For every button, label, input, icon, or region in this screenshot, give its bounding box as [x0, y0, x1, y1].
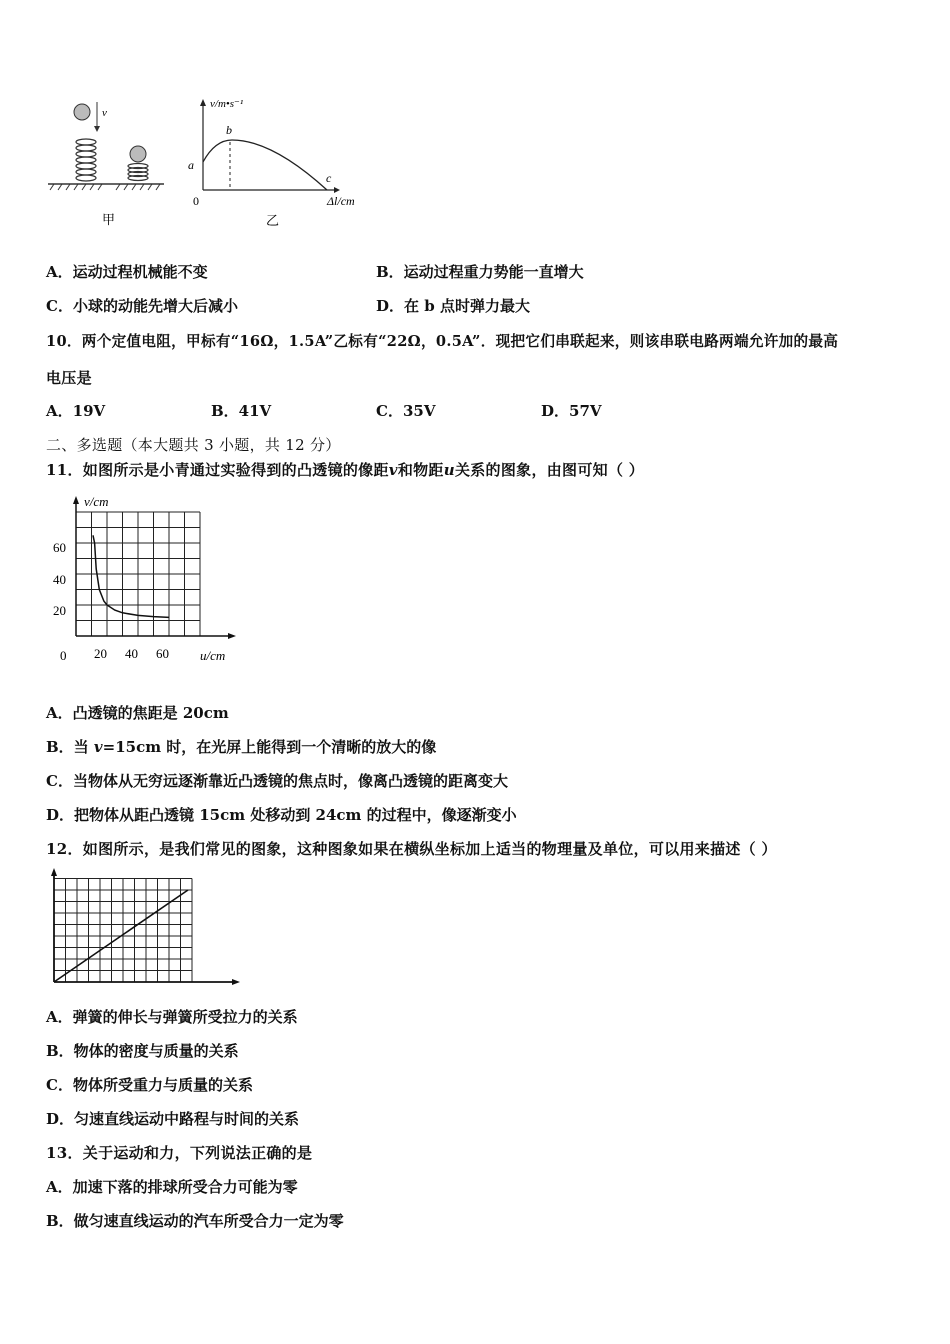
velocity-graph [188, 98, 355, 228]
q9-option-b: B．运动过程重力势能一直增大 [376, 263, 584, 281]
q11-option-b-var: v [93, 738, 103, 756]
graph-grid [54, 879, 192, 983]
chart-y-label: v/cm [84, 494, 109, 509]
q12-option-b: B．物体的密度与质量的关系 [46, 1042, 239, 1060]
q12-option-c: C．物体所受重力与质量的关系 [46, 1076, 253, 1094]
q11-option-c: C．当物体从无穷远逐渐靠近凸透镜的焦点时，像离凸透镜的距离变大 [46, 772, 508, 790]
q10-stem-line1: 10．两个定值电阻，甲标有“16Ω，1.5A”乙标有“22Ω，0.5A”．现把它们串联起来，则该串联电路两端允许加的最高 [46, 333, 839, 350]
point-a-label: a [188, 158, 194, 172]
caption-yi: 乙 [266, 213, 280, 228]
q11-option-a: A．凸透镜的焦距是 20cm [46, 704, 229, 722]
origin-label: 0 [193, 194, 199, 208]
q12-option-d: D．匀速直线运动中路程与时间的关系 [46, 1110, 300, 1128]
q9-option-a: A．运动过程机械能不变 [46, 263, 208, 281]
x-axis-label: Δl/cm [327, 194, 355, 208]
y-tick-40: 40 [53, 572, 66, 587]
chart-x-label: u/cm [200, 648, 226, 663]
q10-option-b: B．41V [211, 402, 272, 420]
q11-option-b-post: =15cm 时，在光屏上能得到一个清晰的放大的像 [102, 738, 437, 756]
lens-chart [44, 488, 244, 670]
q10-option-a: A．19V [46, 402, 106, 420]
linear-graph [44, 866, 244, 990]
q13-option-b: B．做匀速直线运动的汽车所受合力一定为零 [46, 1212, 344, 1230]
x-tick-20: 20 [94, 646, 107, 661]
y-axis-arrow [73, 496, 79, 504]
q13-option-a: A．加速下落的排球所受合力可能为零 [46, 1178, 298, 1196]
q11-option-b-pre: B．当 [46, 738, 94, 756]
q10-stem-line2: 电压是 [46, 369, 92, 387]
q9-option-c: C．小球的动能先增大后减小 [46, 297, 238, 315]
q13-stem: 13．关于运动和力，下列说法正确的是 [46, 1144, 313, 1162]
y-tick-20: 20 [53, 603, 66, 618]
velocity-label: v [102, 107, 107, 119]
chart-grid [76, 512, 200, 636]
y-tick-60: 60 [53, 540, 66, 555]
q11-stem-var-u: u [443, 461, 455, 479]
q11-stem-part1: 11．如图所示是小青通过实验得到的凸透镜的像距 [46, 461, 389, 479]
figure-spring-ball [40, 92, 380, 232]
chart-origin: 0 [60, 648, 67, 663]
graph-x-arrow [232, 979, 240, 985]
x-tick-60: 60 [156, 646, 169, 661]
section-title: 二、多选题（本大题共 3 小题，共 12 分） [46, 436, 341, 454]
q11-stem [46, 459, 644, 480]
x-tick-40: 40 [125, 646, 138, 661]
point-c-label: c [326, 171, 332, 185]
y-axis-label: v/m•s⁻¹ [210, 98, 244, 110]
q11-stem-var-v: v [388, 461, 398, 479]
q12-option-a: A．弹簧的伸长与弹簧所受拉力的关系 [46, 1008, 298, 1026]
x-axis-arrow [228, 633, 236, 639]
falling-ball-diagram [48, 102, 164, 227]
q11-option-b [46, 736, 436, 757]
caption-jia: 甲 [102, 212, 116, 227]
q12-stem: 12．如图所示，是我们常见的图象，这种图象如果在横纵坐标加上适当的物理量及单位，可以用来描述（ ） [46, 840, 777, 858]
q11-option-d: D．把物体从距凸透镜 15cm 处移动到 24cm 的过程中，像逐渐变小 [46, 806, 517, 824]
point-b-label: b [226, 123, 232, 137]
graph-y-arrow [51, 868, 57, 876]
q9-option-d: D．在 b 点时弹力最大 [376, 297, 530, 315]
q11-stem-part3: 关系的图象，由图可知（ ） [454, 461, 645, 479]
q11-stem-part2: 和物距 [397, 461, 444, 479]
q10-option-c: C．35V [376, 402, 436, 420]
q10-option-d: D．57V [541, 402, 602, 420]
